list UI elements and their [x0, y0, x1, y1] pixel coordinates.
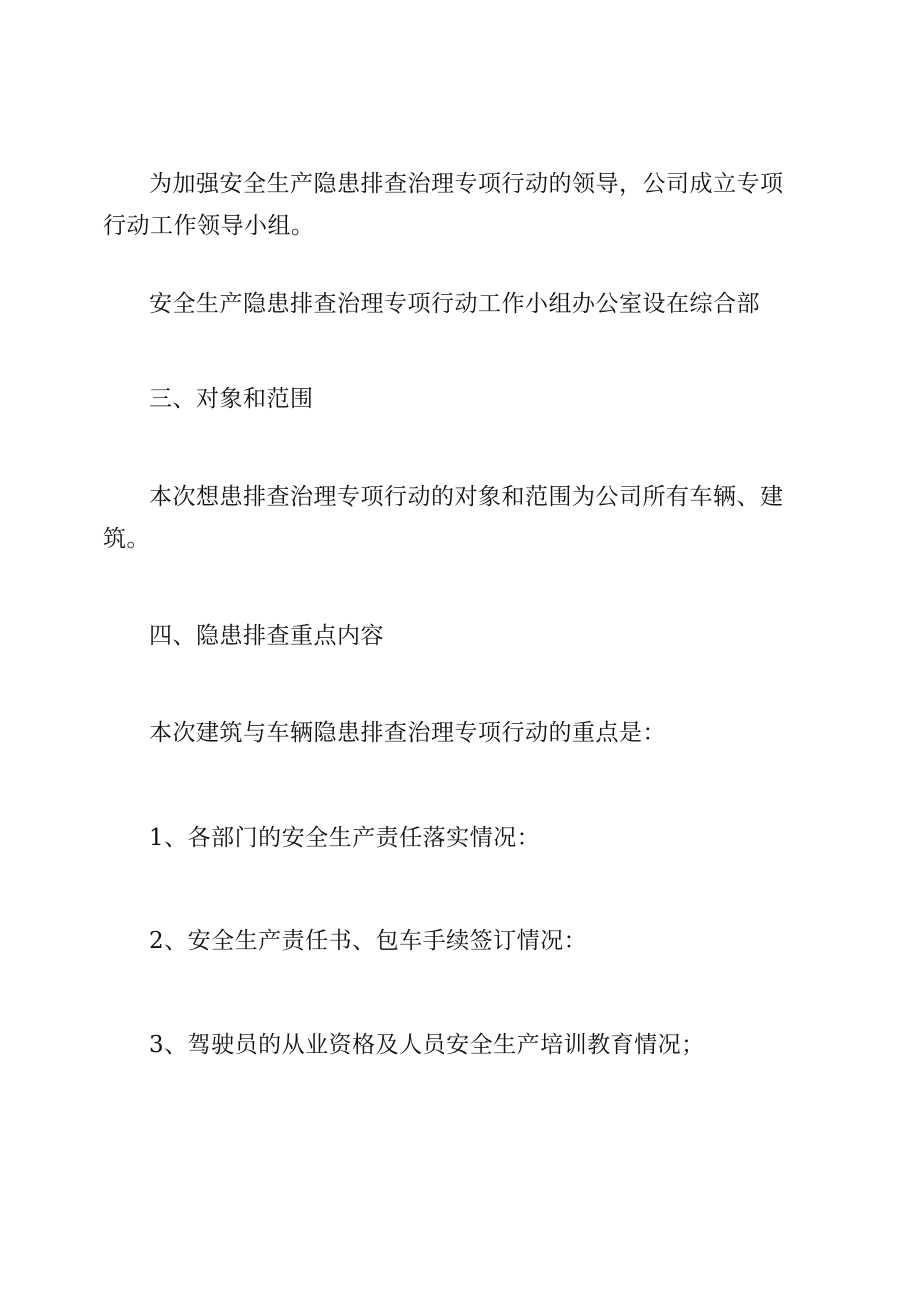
paragraph-key-points-intro: 本次建筑与车辆隐患排查治理专项行动的重点是： [149, 720, 666, 746]
section-heading-scope: 三、对象和范围 [149, 386, 314, 412]
paragraph-office-location: 安全生产隐患排查治理专项行动工作小组办公室设在综合部 [149, 291, 760, 317]
list-item-1: 1、各部门的安全生产责任落实情况： [149, 825, 541, 851]
paragraph-scope: 本次想患排查治理专项行动的对象和范围为公司所有车辆、建筑。 [103, 484, 784, 552]
list-item-2: 2、安全生产责任书、包车手续签订情况： [149, 928, 588, 954]
section-heading-key-content: 四、隐患排查重点内容 [149, 623, 384, 649]
list-item-3: 3、驾驶员的从业资格及人员安全生产培训教育情况； [149, 1032, 705, 1058]
paragraph-leadership-group: 为加强安全生产隐患排查治理专项行动的领导，公司成立专项行动工作领导小组。 [103, 171, 784, 239]
